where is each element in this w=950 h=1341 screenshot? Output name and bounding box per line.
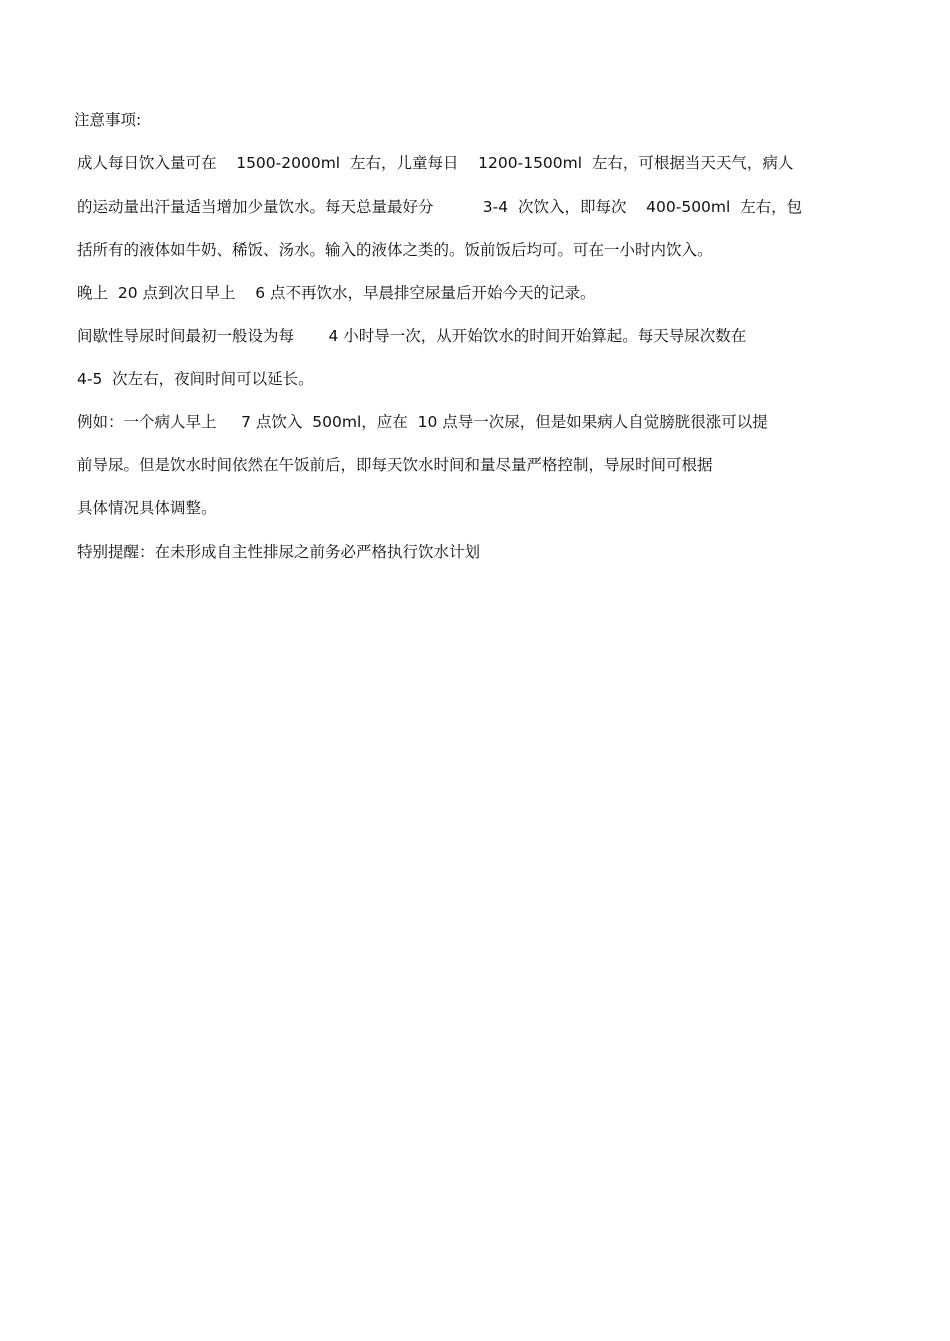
text-line-1: 成人每日饮入量可在 1500-2000ml 左右，儿童每日 1200-1500ml 左右，可根据当天天气，病人	[77, 154, 794, 172]
text-line-8: 前导尿。但是饮水时间依然在午饭前后，即每天饮水时间和量尽量严格控制，导尿时间可根据	[77, 456, 713, 474]
text-line-5: 间歇性导尿时间最初一般设为每 4 小时导一次，从开始饮水的时间开始算起。每天导尿次数在	[77, 327, 747, 345]
text-line-9: 具体情况具体调整。	[77, 499, 217, 517]
notes-heading: 注意事项:	[74, 111, 142, 129]
text-line-2: 的运动量出汗量适当增加少量饮水。每天总量最好分 3-4 次饮入，即每次 400-500ml 左右，包	[77, 198, 803, 216]
text-line-4: 晚上 20 点到次日早上 6 点不再饮水，早晨排空尿量后开始今天的记录。	[77, 284, 596, 302]
text-line-6: 4-5 次左右，夜间时间可以延长。	[77, 370, 314, 388]
text-line-3: 括所有的液体如牛奶、稀饭、汤水。输入的液体之类的。饭前饭后均可。可在一小时内饮入。	[77, 241, 713, 259]
text-line-7: 例如：一个病人早上 7 点饮入 500ml，应在 10 点导一次尿，但是如果病人自觉膀胱很涨可以提	[77, 413, 768, 431]
special-reminder-line: 特别提醒：在未形成自主性排尿之前务必严格执行饮水计划	[77, 543, 481, 561]
